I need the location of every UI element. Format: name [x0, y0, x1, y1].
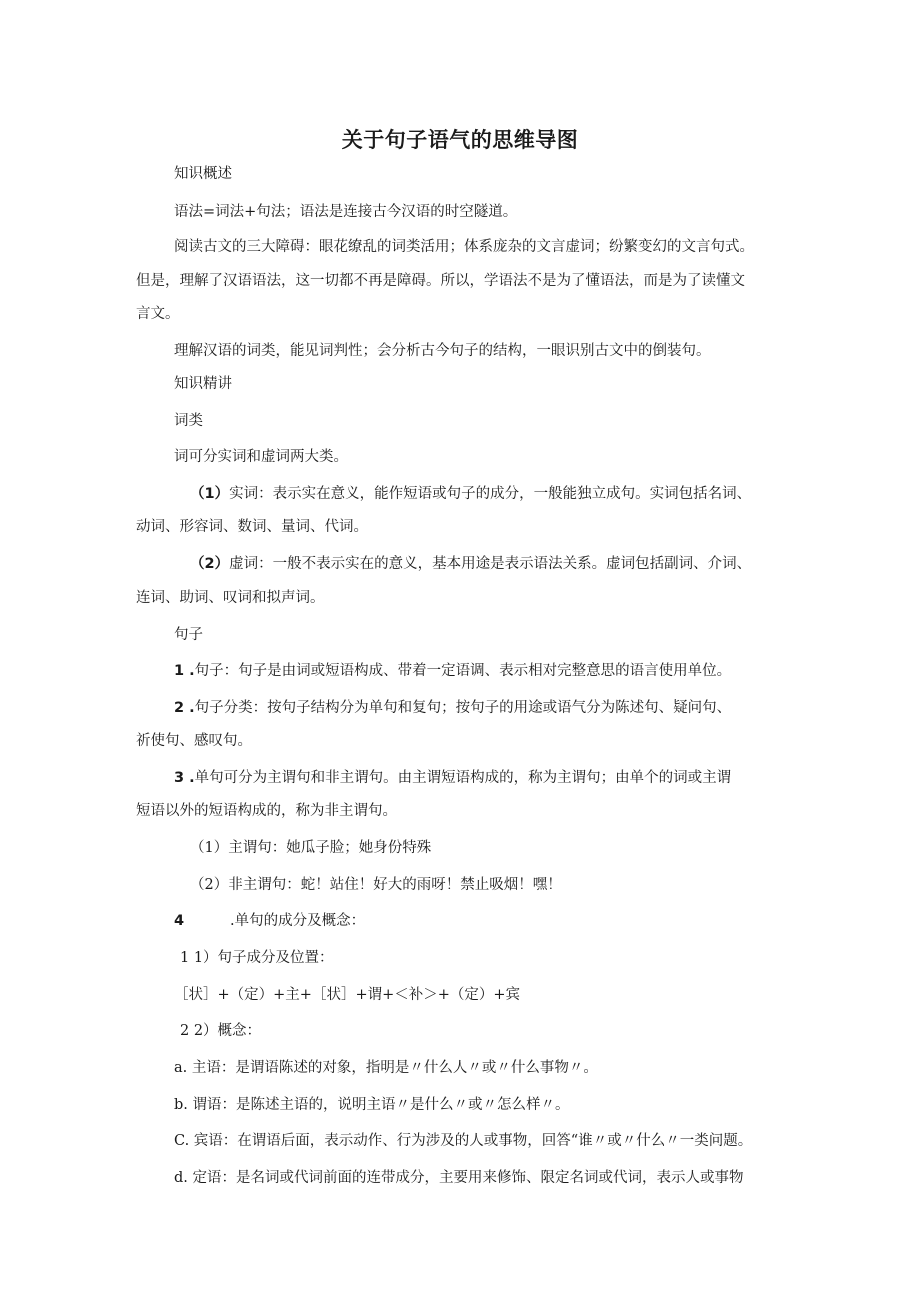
sentence-item-2-line-2: 祈使句、感叹句。: [136, 733, 252, 749]
sentence-item-1: [174, 661, 731, 681]
sentence-item-3-sub-1: （1）主谓句：她瓜子脸；她身份特殊: [190, 840, 432, 856]
sentence-item-4-sub-1: 1 1）句子成分及位置：: [180, 950, 334, 966]
paragraph-understand: 理解汉语的词类，能见词判性；会分析古今句子的结构，一眼识别古文中的倒装句。: [174, 343, 711, 359]
sentence-item-3-sub-2: （2）非主谓句：蛇！站住！好大的雨呀！禁止吸烟！嘿！: [190, 877, 562, 893]
wordclass-heading: 词类: [174, 413, 203, 429]
xuci-text-1: 虚词：一般不表示实在的意义，基本用途是表示语法关系。虚词包括副词、介词、: [229, 556, 752, 572]
definition-subject: a. 主语：是谓语陈述的对象，指明是〃什么人〃或〃什么事物〃。: [174, 1060, 598, 1076]
sentence-item-4-number: 4: [174, 913, 185, 929]
sentence-item-3-line-1: [174, 768, 731, 788]
paragraph-grammar: 语法=词法+句法；语法是连接古今汉语的时空隧道。: [174, 204, 518, 220]
shici-line-2: 动词、形容词、数词、量词、代词。: [136, 519, 368, 535]
detail-heading: 知识精讲: [174, 376, 232, 392]
shici-text-1: 实词：表示实在意义，能作短语或句子的成分，一般能独立成句。实词包括名词、: [229, 486, 752, 502]
sentence-item-4-text: .单句的成分及概念：: [230, 913, 366, 929]
shici-number: （1）: [190, 486, 230, 502]
sentence-item-3-line-2: 短语以外的短语构成的，称为非主谓句。: [136, 803, 397, 819]
sentence-item-1-text: 句子：句子是由词或短语构成、带着一定语调、表示相对完整意思的语言使用单位。: [194, 663, 732, 679]
sentence-item-2-number: 2 .: [174, 700, 195, 716]
sentence-item-1-number: 1 .: [174, 663, 195, 679]
paragraph-obstacles-line-2: 但是，理解了汉语语法，这一切都不再是障碍。所以，学语法不是为了懂语法，而是为了读懂文: [136, 273, 745, 289]
xuci-line-2: 连词、助词、叹词和拟声词。: [136, 590, 325, 606]
paragraph-obstacles-line-3: 言文。: [136, 306, 180, 322]
overview-heading: 知识概述: [174, 166, 232, 182]
paragraph-obstacles-line-1: 阅读古文的三大障碍：眼花缭乱的词类活用；体系庞杂的文言虚词；纷繁变幻的文言句式。: [174, 239, 754, 255]
sentence-heading: 句子: [174, 627, 203, 643]
sentence-components-formula: ［状］+（定）+主+［状］+谓+＜补＞+（定）+宾: [174, 987, 521, 1003]
sentence-item-3-text-1: 单句可分为主谓句和非主谓句。由主谓短语构成的，称为主谓句；由单个的词或主谓: [194, 770, 732, 786]
shici-line-1: [190, 484, 751, 504]
definition-object: C. 宾语：在谓语后面，表示动作、行为涉及的人或事物，回答“谁〃或〃什么〃一类问题。: [174, 1133, 753, 1149]
sentence-item-4: [174, 911, 365, 931]
sentence-item-2-line-1: [174, 698, 731, 718]
xuci-line-1: [190, 554, 751, 574]
sentence-item-3-number: 3 .: [174, 770, 195, 786]
definition-attributive: d. 定语：是名词或代词前面的连带成分，主要用来修饰、限定名词或代词，表示人或事物: [174, 1170, 744, 1186]
paragraph-wordclass: 词可分实词和虚词两大类。: [174, 449, 348, 465]
sentence-item-4-sub-2: 2 2）概念：: [180, 1023, 262, 1039]
xuci-number: （2）: [190, 556, 230, 572]
definition-predicate: b. 谓语：是陈述主语的，说明主语〃是什么〃或〃怎么样〃。: [174, 1097, 570, 1113]
sentence-item-2-text-1: 句子分类：按句子结构分为单句和复句；按句子的用途或语气分为陈述句、疑问句、: [194, 700, 732, 716]
page-title: 关于句子语气的思维导图: [341, 128, 579, 152]
